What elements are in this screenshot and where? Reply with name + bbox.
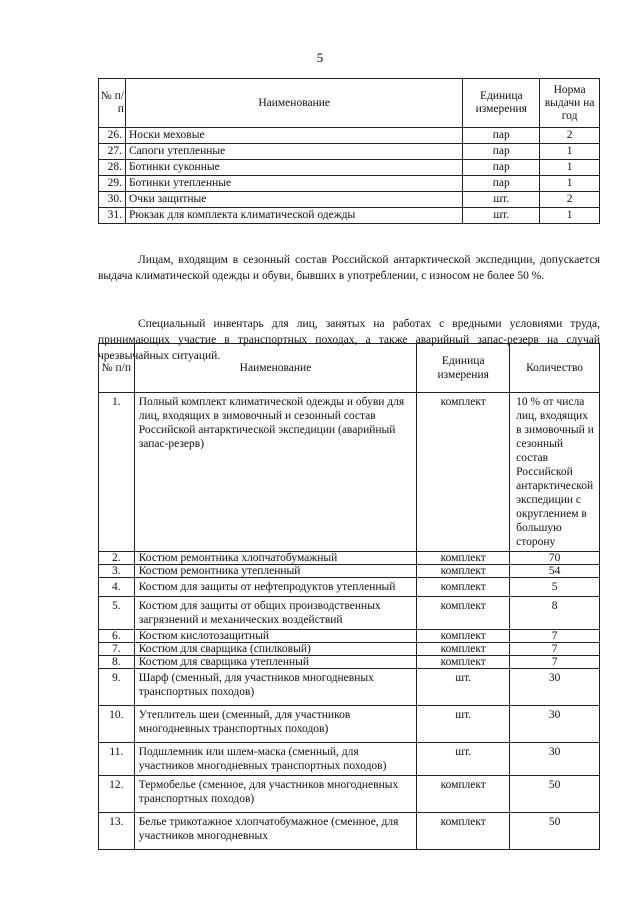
table-row: [99, 597, 600, 630]
table-row: [99, 813, 600, 850]
row-name: Костюм кислотозащитный: [134, 630, 417, 643]
row-num: 27.: [99, 144, 126, 160]
row-unit: шт.: [463, 208, 540, 224]
row-name: Ботинки суконные: [125, 160, 462, 176]
row-qty: 70: [510, 552, 600, 565]
row-num: 29.: [99, 176, 126, 192]
row-name: Костюм для защиты от общих производственных загрязнений и механических воздействий: [134, 597, 417, 630]
header-name: Наименование: [134, 344, 417, 393]
row-unit: комплект: [417, 813, 510, 850]
row-num: 11.: [99, 743, 135, 776]
row-qty: 5: [510, 578, 600, 597]
row-name: Ботинки утепленные: [125, 176, 462, 192]
row-name: Костюм для сварщика утепленный: [134, 656, 417, 669]
row-name: Костюм ремонтника утепленный: [134, 565, 417, 578]
row-name: Носки меховые: [125, 128, 462, 144]
row-num: 1.: [99, 393, 135, 552]
page-number: 5: [316, 50, 324, 65]
row-num: 9.: [99, 669, 135, 706]
row-unit: комплект: [417, 565, 510, 578]
table-row: [99, 393, 600, 552]
table-header-row: [99, 79, 600, 128]
row-unit: шт.: [417, 669, 510, 706]
table-row: [99, 578, 600, 597]
table-row: [99, 192, 600, 208]
row-num: 6.: [99, 630, 135, 643]
table-row: [99, 643, 600, 656]
row-unit: пар: [463, 128, 540, 144]
table-row: [99, 128, 600, 144]
clothing-norms-table: [98, 78, 600, 224]
row-qty: 1: [540, 160, 600, 176]
row-num: 28.: [99, 160, 126, 176]
row-qty: 8: [510, 597, 600, 630]
header-num: № п/п: [99, 344, 135, 393]
row-num: 13.: [99, 813, 135, 850]
row-num: 8.: [99, 656, 135, 669]
row-qty: 7: [510, 656, 600, 669]
row-num: 2.: [99, 552, 135, 565]
row-num: 5.: [99, 597, 135, 630]
table-row: [99, 552, 600, 565]
header-unit: Единица измерения: [463, 79, 540, 128]
row-num: 26.: [99, 128, 126, 144]
row-name: Костюм ремонтника хлопчатобумажный: [134, 552, 417, 565]
row-unit: пар: [463, 160, 540, 176]
row-name: Полный комплект климатической одежды и обуви для лиц, входящих в зимовочный и сезонный состав Российской антарктической экспедиции (аварийный запас-резерв): [134, 393, 417, 552]
special-inventory-table: [98, 343, 600, 850]
row-qty: 1: [540, 208, 600, 224]
row-name: Шарф (сменный, для участников многодневных транспортных походов): [134, 669, 417, 706]
header-name: Наименование: [125, 79, 462, 128]
row-num: 10.: [99, 706, 135, 743]
header-qty: Количество: [510, 344, 600, 393]
row-name: Сапоги утепленные: [125, 144, 462, 160]
table-row: [99, 743, 600, 776]
table-row: [99, 669, 600, 706]
row-name: Костюм для защиты от нефтепродуктов утепленный: [134, 578, 417, 597]
row-qty: 1: [540, 144, 600, 160]
paragraph-special-inventory: Специальный инвентарь для лиц, занятых на работах с вредными условиями труда, принимающих участие в транспортных походах, а также аварийный запас-резерв на случай чрезвычайных ситуаций.: [98, 317, 600, 362]
row-qty: 30: [510, 669, 600, 706]
header-num: № п/п: [99, 79, 126, 128]
row-name: Утеплитель шеи (сменный, для участников многодневных транспортных походов): [134, 706, 417, 743]
row-qty: 50: [510, 813, 600, 850]
table-header-row: [99, 344, 600, 393]
table-row: [99, 706, 600, 743]
row-unit: пар: [463, 176, 540, 192]
paragraph-seasonal-staff: Лицам, входящим в сезонный состав Российской антарктической экспедиции, допускается выдача климатической одежды и обуви, бывших в употреблении, с износом не более 50 %.: [98, 253, 600, 282]
row-qty: 30: [510, 743, 600, 776]
row-unit: комплект: [417, 393, 510, 552]
row-name: Термобелье (сменное, для участников многодневных транспортных походов): [134, 776, 417, 813]
row-num: 31.: [99, 208, 126, 224]
row-num: 12.: [99, 776, 135, 813]
row-qty: 1: [540, 176, 600, 192]
row-name: Костюм для сварщика (спилковый): [134, 643, 417, 656]
row-name: Рюкзак для комплекта климатической одежды: [125, 208, 462, 224]
table-row: [99, 656, 600, 669]
table-row: [99, 144, 600, 160]
table-row: [99, 776, 600, 813]
row-qty: 7: [510, 630, 600, 643]
row-unit: шт.: [417, 706, 510, 743]
table-row: [99, 176, 600, 192]
row-num: 4.: [99, 578, 135, 597]
row-num: 30.: [99, 192, 126, 208]
row-unit: комплект: [417, 597, 510, 630]
row-num: 3.: [99, 565, 135, 578]
row-unit: комплект: [417, 578, 510, 597]
row-unit: комплект: [417, 656, 510, 669]
row-unit: комплект: [417, 643, 510, 656]
header-qty: Норма выдачи на год: [540, 79, 600, 128]
row-unit: комплект: [417, 630, 510, 643]
row-unit: шт.: [463, 192, 540, 208]
row-name: Очки защитные: [125, 192, 462, 208]
row-qty: 50: [510, 776, 600, 813]
row-unit: комплект: [417, 552, 510, 565]
row-unit: пар: [463, 144, 540, 160]
row-name: Подшлемник или шлем-маска (сменный, для участников многодневных транспортных походов): [134, 743, 417, 776]
row-num: 7.: [99, 643, 135, 656]
row-qty: 7: [510, 643, 600, 656]
row-qty: 54: [510, 565, 600, 578]
table-row: [99, 160, 600, 176]
row-name: Белье трикотажное хлопчатобумажное (сменное, для участников многодневных: [134, 813, 417, 850]
row-qty: 30: [510, 706, 600, 743]
row-qty: 10 % от числа лиц, входящих в зимовочный и сезонный состав Российской антарктической экспедиции с округлением в большую сторону: [510, 393, 600, 552]
table-row: [99, 630, 600, 643]
header-unit: Единица измерения: [417, 344, 510, 393]
table-row: [99, 565, 600, 578]
row-qty: 2: [540, 128, 600, 144]
row-unit: комплект: [417, 776, 510, 813]
row-unit: шт.: [417, 743, 510, 776]
table-row: [99, 208, 600, 224]
row-qty: 2: [540, 192, 600, 208]
